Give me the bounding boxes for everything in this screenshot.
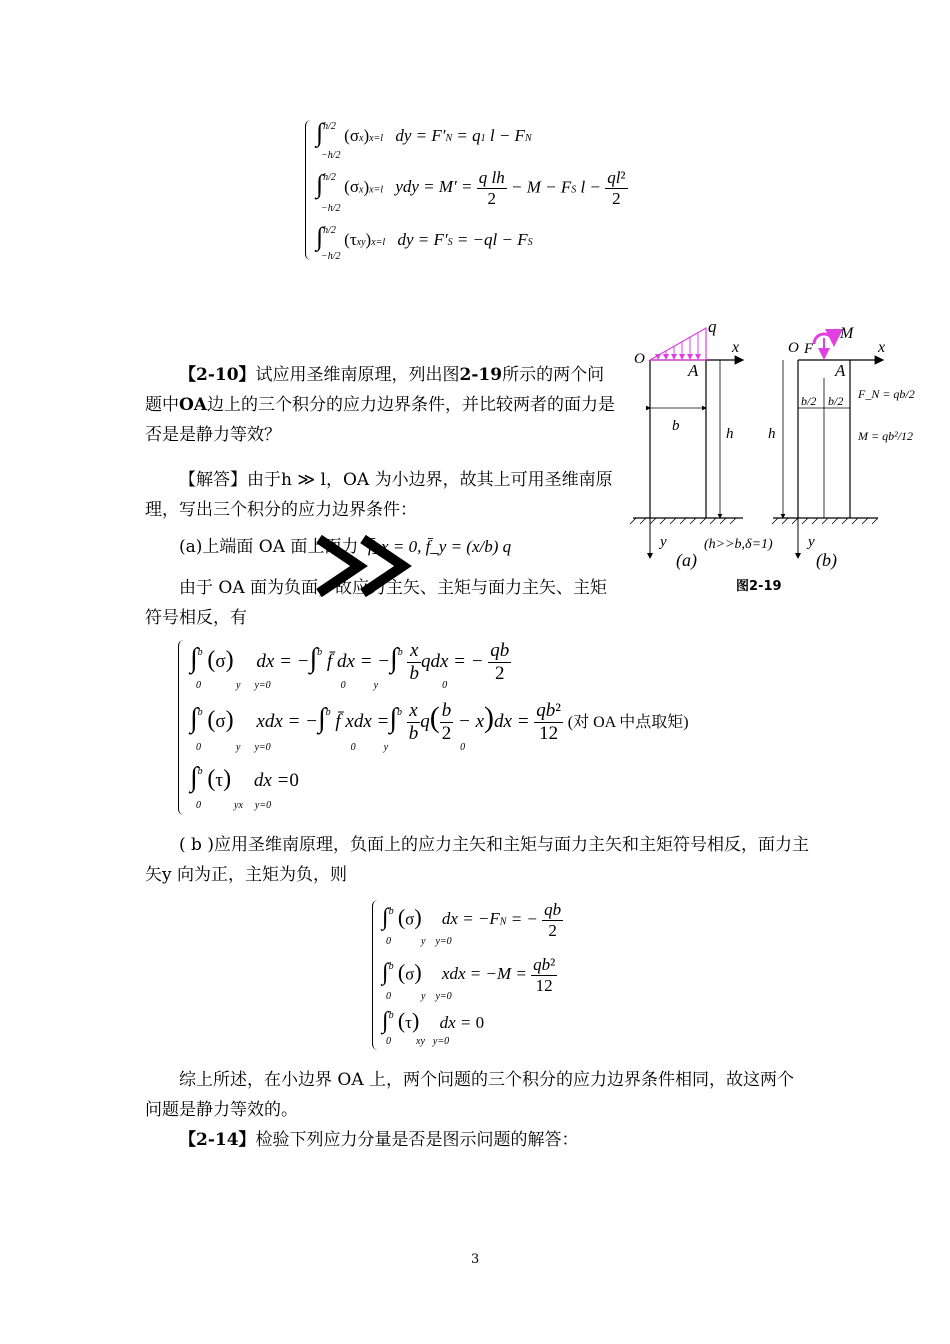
part-a-condition: f̄_x = 0, f̄_y = (x/b) q — [367, 537, 512, 556]
fig-a-label-o: O — [634, 351, 645, 367]
fig-b-label-a: A — [835, 361, 846, 380]
fig-b-sublabel: (b) — [816, 550, 837, 570]
answer-text: 由于h ≫ l，OA 为小边界，故其上可用圣维南原理，写出三个积分的应力边界条件： — [145, 470, 613, 520]
fig-b-label-half-2: b/2 — [828, 394, 844, 408]
part-a-eq-3: ∫$^b$ (τ) dx =0 — [190, 762, 299, 793]
figure-caption: 图2-19 — [736, 579, 782, 594]
part-b-eq-1: ∫$^b$ (σ) dx = −FN = − $\frac{qb}{2}$ — [382, 900, 562, 940]
part-a-eq-3-subs: 0 yx y=0 — [196, 800, 272, 811]
fig-b-label-h: h — [768, 426, 776, 442]
part-a-eq-1-subs: 0 y y=0 0 y 0 — [196, 680, 448, 691]
part-a-eq-2-subs: 0 y y=0 0 y 0 — [196, 742, 466, 753]
part-a-eq-2-note: (对 OA 中点取矩) — [567, 713, 689, 731]
fig-b-label-half-1: b/2 — [801, 394, 817, 408]
top-eq-2-lower: −h/2 — [321, 203, 341, 214]
part-b-eq-2: ∫$^b$ (σ) xdx = −M = $\frac{\text{qb²}}{12}$ — [382, 955, 556, 995]
part-b-eq-2-subs: 0 y y=0 — [386, 991, 452, 1002]
fig-b-label-y: y — [808, 534, 815, 550]
part-a-brace — [178, 640, 187, 815]
part-b-brace — [372, 900, 381, 1050]
fig-b-label-x: x — [878, 339, 886, 356]
part-a-sign-text: 由于 OA 面为负面，故应力主矢、主矩与面力主矢、主矩符号相反，有 — [145, 578, 608, 628]
fig-a-label-h: h — [726, 426, 734, 442]
fig-a-condition: (h>>b,δ=1) — [704, 537, 773, 552]
fig-a-sublabel: (a) — [676, 550, 697, 570]
figure-part-a — [630, 317, 773, 571]
part-b-eq-1-subs: 0 y y=0 — [386, 936, 452, 947]
fig-b-fn-value: F_N = qb/2 — [858, 387, 915, 401]
top-eq-1-lower: −h/2 — [321, 150, 341, 161]
fig-a-label-q: q — [708, 317, 717, 336]
part-a-eq-1: ∫$^b$ (σ) dx = −∫$^b$ f̄ dx = −∫$^b$ $\frac{x}{b}$ qdx = − $\frac{qb}{2}$ — [190, 640, 510, 684]
part-b-eq-3: ∫$^b$ (τ) dx = 0 — [382, 1008, 485, 1034]
top-system-brace — [305, 120, 314, 260]
top-eq-3: ∫$^{h/2}$ (τxy)x=l dy = F′S = −ql − FS — [316, 222, 533, 251]
figure-part-b — [768, 325, 915, 571]
part-b-intro: ( b )应用圣维南原理，负面上的应力主矢和主矩与面力主矢和主矩符号相反，面力主矢y 向为正，主矩为负，则 — [145, 835, 809, 885]
page-number: 3 — [471, 1252, 480, 1267]
problem-2-14 — [179, 1125, 579, 1155]
top-eq-1: ∫$^{h/2}$ (σx)x=l dy = F′N = q1 l − FN — [316, 118, 532, 147]
top-eq-2: ∫$^{h/2}$ (σx)x=l ydy = M′ = $\frac{\text{q lh}}{2}$ − M − FS l − $\frac{\text{ql²}}{2}$ — [316, 168, 626, 208]
part-a-eq-2: ∫$^b$ (σ) xdx = −∫$^b$ f̄ xdx =∫$^b$ $\frac{x}{b}$ q( $\frac{b}{2}$ − x)dx = $\frac{\text{qb²}}{12}$ (对 OA 中点取矩) — [190, 700, 689, 744]
conclusion-text: 综上所述，在小边界 OA 上，两个问题的三个积分的应力边界条件相同，故这两个问题是静力等效的。 — [145, 1070, 795, 1120]
part-b-eq-3-subs: 0 xy y=0 — [386, 1036, 450, 1047]
figure-2-19 — [628, 317, 915, 598]
problem-2-14-tag: 【2-14】 — [179, 1130, 256, 1150]
fig-b-label-o: O — [788, 340, 799, 356]
fig-b-label-m: M — [840, 325, 854, 342]
answer-tag: 【解答】 — [179, 470, 247, 490]
problem-2-14-text: 检验下列应力分量是否是图示问题的解答： — [255, 1130, 579, 1150]
fig-b-m-value: M = qb²/12 — [858, 429, 914, 443]
top-eq-3-lower: −h/2 — [321, 251, 341, 262]
fig-a-label-y: y — [660, 534, 667, 550]
fig-a-label-x: x — [732, 339, 740, 356]
answer-intro — [145, 465, 620, 525]
fig-a-label-a: A — [688, 361, 699, 380]
part-a-intro: (a)上端面 OA 面上面力 f̄_x = 0, f̄_y = (x/b) q — [179, 537, 512, 557]
fig-a-label-b: b — [672, 418, 680, 434]
problem-2-10-text: 【2-10】试应用圣维南原理，列出图2-19所示的两个问题中OA边上的三个积分的应力边界条件，并比较两者的面力是否是是静力等效？ — [145, 365, 615, 445]
fig-b-label-f: F — [804, 341, 814, 357]
